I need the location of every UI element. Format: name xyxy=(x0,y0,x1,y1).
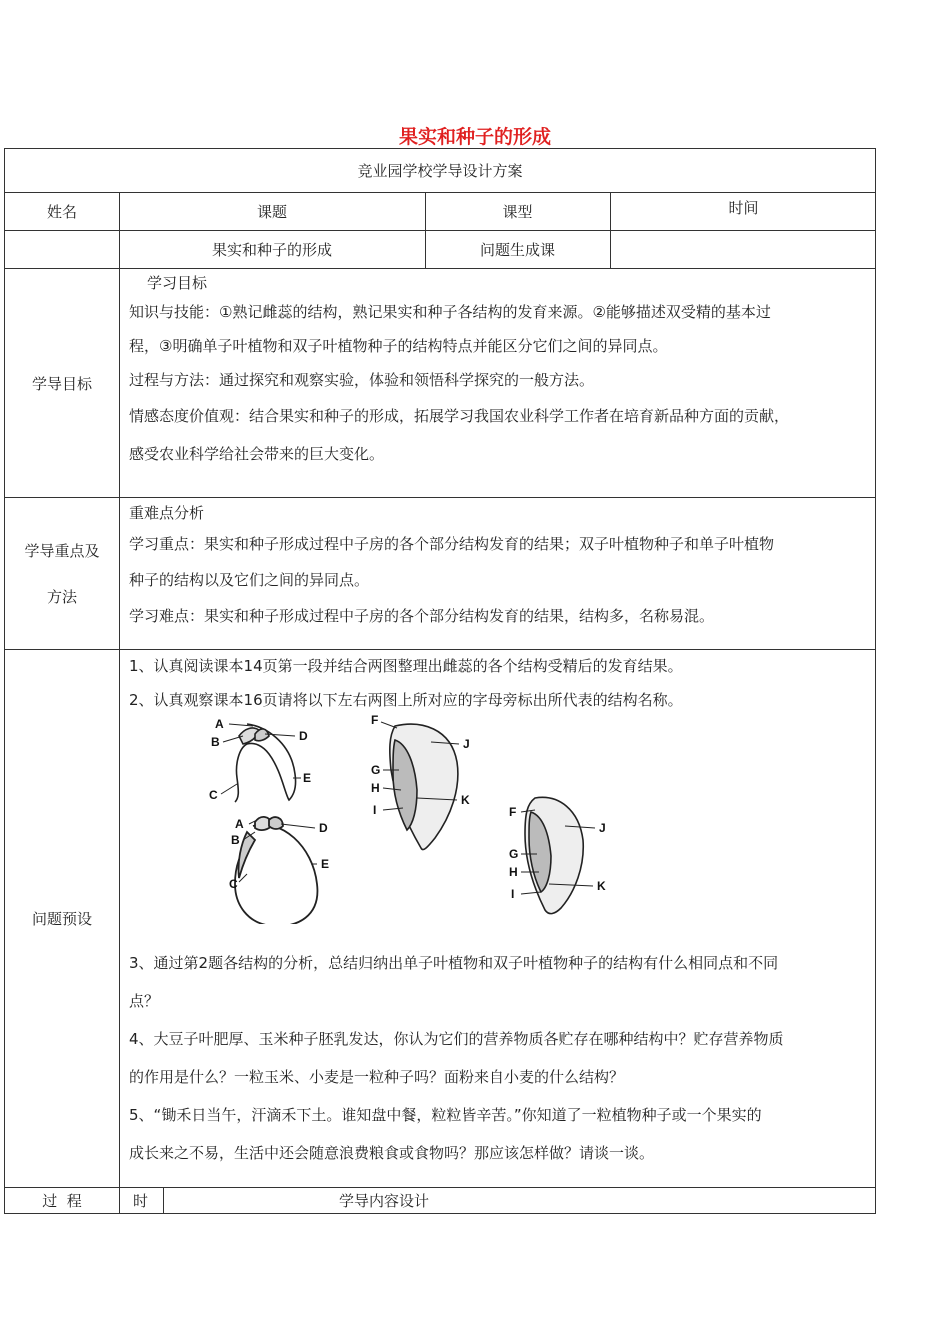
label-k-1: K xyxy=(461,793,470,807)
corn-seed-small xyxy=(525,797,583,913)
school-header-row xyxy=(4,148,876,192)
focus-label xyxy=(5,498,119,649)
key-line-2: 种子的结构以及它们之间的异同点。 xyxy=(129,571,370,589)
question-2: 2、认真观察课本16页请将以下左右两图上所对应的字母旁标出所代表的结构名称。 xyxy=(129,691,683,709)
label-d-2: D xyxy=(319,821,328,835)
question-4-line-1: 4、大豆子叶肥厚、玉米种子胚乳发达，你认为它们的营养物质各贮存在哪种结构中？贮存营养物质 xyxy=(129,1030,784,1048)
focus-content xyxy=(129,500,869,649)
label-k-2: K xyxy=(597,879,606,893)
footer-row xyxy=(4,1187,876,1214)
label-j-2: J xyxy=(599,821,606,835)
label-g-2: G xyxy=(509,847,519,861)
label-e-2: E xyxy=(321,857,330,871)
label-g-1: G xyxy=(371,763,381,777)
column-header-row xyxy=(4,192,876,230)
seed-diagrams xyxy=(195,714,625,924)
knowledge-line-2: 程，③明确单子叶植物和双子叶植物种子的结构特点并能区分它们之间的异同点。 xyxy=(129,337,668,355)
label-f-1: F xyxy=(371,714,379,727)
process-method: 过程与方法：通过探究和观察实验，体验和领悟科学探究的一般方法。 xyxy=(129,371,595,389)
questions-row xyxy=(4,649,876,1187)
label-h-2: H xyxy=(509,865,518,879)
objectives-content xyxy=(129,271,869,497)
label-i-1: I xyxy=(373,803,377,817)
question-4-line-2: 的作用是什么？一粒玉米、小麦是一粒种子吗？面粉来自小麦的什么结构？ xyxy=(129,1068,625,1086)
footer-time: 时 xyxy=(133,1192,149,1210)
focus-row xyxy=(4,497,876,649)
info-row xyxy=(4,230,876,268)
focus-heading: 重难点分析 xyxy=(129,504,205,522)
footer-process: 过 程 xyxy=(42,1192,82,1210)
header-topic: 课题 xyxy=(256,203,287,221)
footer-content: 学导内容设计 xyxy=(339,1192,430,1210)
label-h-1: H xyxy=(371,781,380,795)
bean-seed-large xyxy=(235,817,317,924)
focus-label-line-1: 学导重点及 xyxy=(24,541,100,560)
header-name: 姓名 xyxy=(46,203,77,221)
questions-label: 问题预设 xyxy=(31,910,92,928)
question-1: 1、认真阅读课本14页第一段并结合两图整理出雌蕊的各个结构受精后的发育结果。 xyxy=(129,657,683,675)
question-5-line-2: 成长来之不易，生活中还会随意浪费粮食或食物吗？那应该怎样做？请谈一谈。 xyxy=(129,1144,655,1162)
label-j-1: J xyxy=(463,737,470,751)
objectives-label: 学导目标 xyxy=(31,374,92,393)
label-d-1: D xyxy=(299,729,308,743)
question-5-line-1: 5、“锄禾日当午，汗滴禾下土。谁知盘中餐，粒粒皆辛苦。”你知道了一粒植物种子或一个果实的 xyxy=(129,1106,762,1124)
emotion-line-2: 感受农业科学给社会带来的巨大变化。 xyxy=(129,445,385,463)
bean-labels xyxy=(209,717,329,891)
header-type: 课型 xyxy=(502,203,533,221)
difficulty: 学习难点：果实和种子形成过程中子房的各个部分结构发育的结果，结构多，名称易混。 xyxy=(129,607,715,625)
focus-label-line-2: 方法 xyxy=(46,587,77,606)
label-c-1: C xyxy=(209,788,218,802)
type-value: 问题生成课 xyxy=(479,241,555,259)
label-a-1: A xyxy=(215,717,224,731)
label-b-2: B xyxy=(231,833,240,847)
header-time: 时间 xyxy=(728,199,759,217)
label-c-2: C xyxy=(229,877,238,891)
label-f-2: F xyxy=(509,805,517,819)
label-b-1: B xyxy=(211,735,220,749)
questions-bottom xyxy=(129,944,869,1187)
objectives-row xyxy=(4,268,876,497)
label-i-2: I xyxy=(511,887,515,901)
label-e-1: E xyxy=(303,771,312,785)
key-line-1: 学习重点：果实和种子形成过程中子房的各个部分结构发育的结果；双子叶植物种子和单子叶植物 xyxy=(129,535,775,553)
topic-value: 果实和种子的形成 xyxy=(211,241,332,259)
objectives-heading: 学习目标 xyxy=(147,274,208,292)
school-header: 竞业园学校学导设计方案 xyxy=(357,162,523,180)
label-a-2: A xyxy=(235,817,244,831)
emotion-line-1: 情感态度价值观：结合果实和种子的形成，拓展学习我国农业科学工作者在培育新品种方面的贡献， xyxy=(129,407,790,425)
question-3-line-2: 点？ xyxy=(129,992,160,1010)
question-3-line-1: 3、通过第2题各结构的分析，总结归纳出单子叶植物和双子叶植物种子的结构有什么相同点和不同 xyxy=(129,954,779,972)
document-title: 果实和种子的形成 xyxy=(398,126,551,148)
knowledge-line-1: 知识与技能：①熟记雌蕊的结构，熟记果实和种子各结构的发育来源。②能够描述双受精的基本过 xyxy=(129,303,771,321)
